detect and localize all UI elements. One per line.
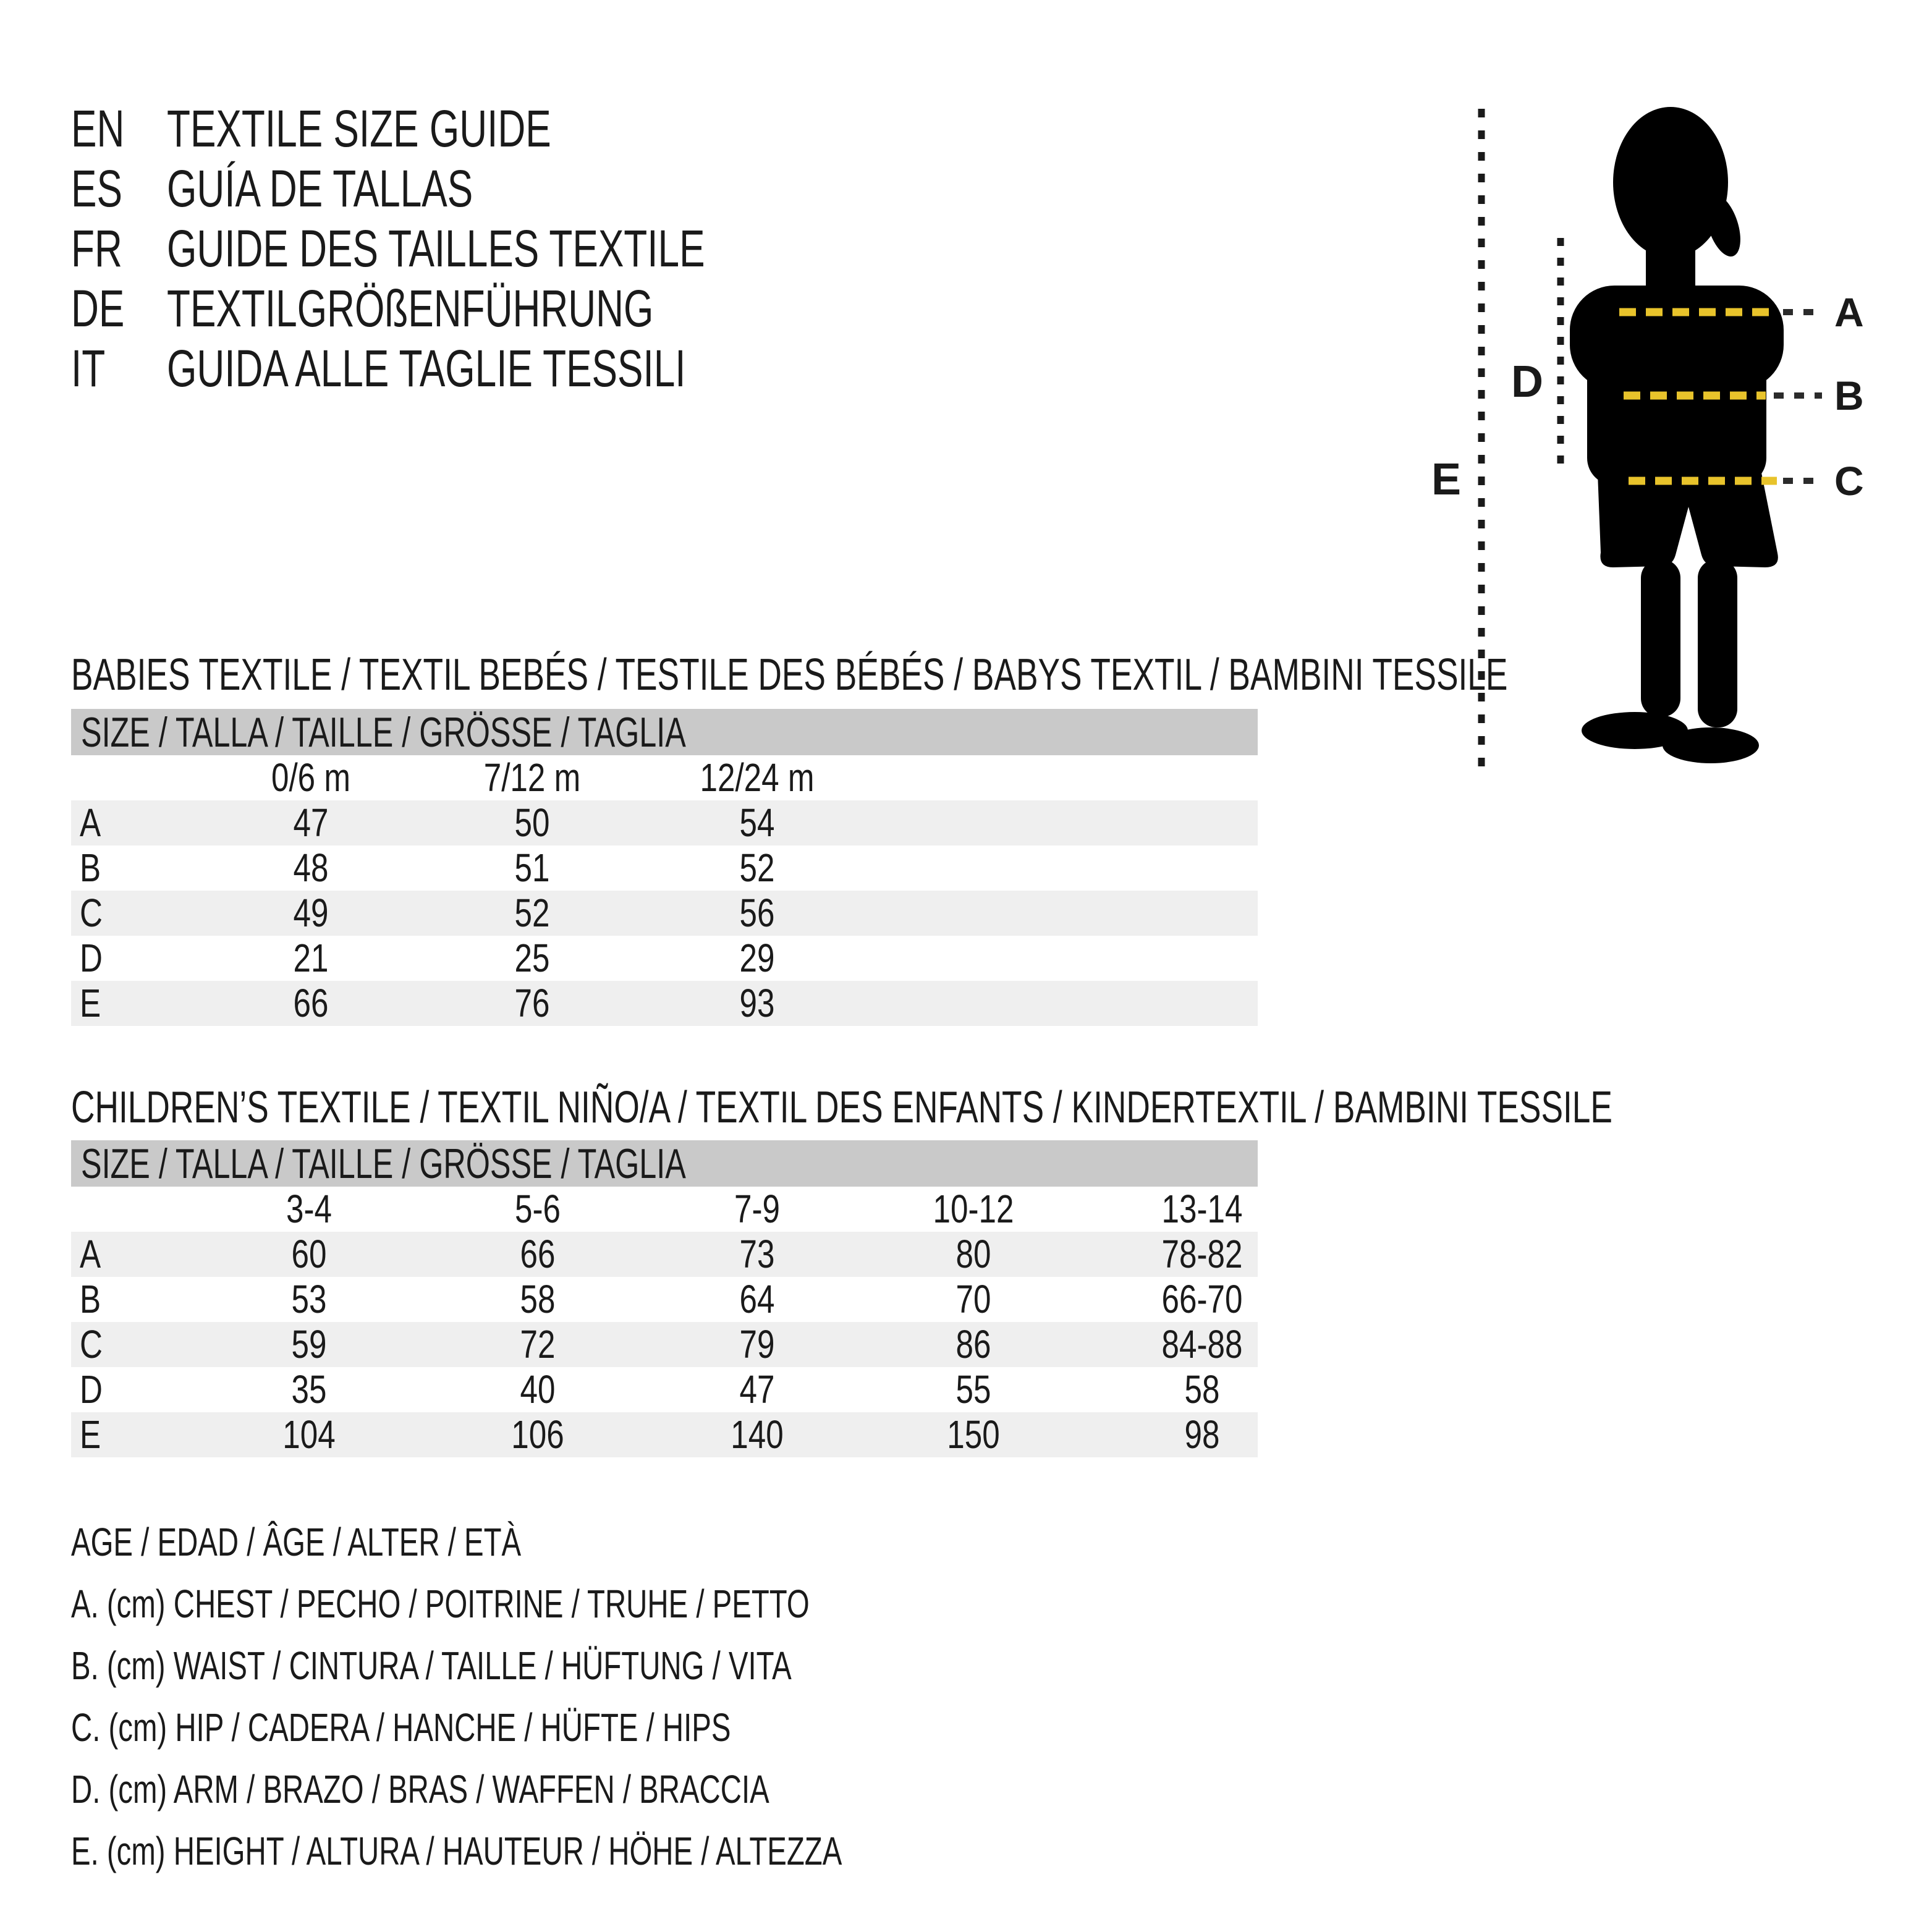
table-cell: 60 [291,1232,327,1276]
column-header: 0/6 m [271,755,351,800]
table-cell: 49 [293,891,329,935]
babies-size-table [71,755,1258,1026]
table-cell: 47 [293,800,329,845]
column-header-row [71,1187,1258,1232]
children-section-heading: CHILDREN’S TEXTILE / TEXTIL NIÑO/A / TEXTIL DES ENFANTS / KINDERTEXTIL / BAMBINI TESSILE [71,1083,1612,1132]
legend-line-height: E. (cm) HEIGHT / ALTURA / HAUTEUR / HÖHE / ALTEZZA [71,1829,842,1873]
table-cell: 52 [739,845,775,890]
language-title: TEXTILGRÖßENFÜHRUNG [167,279,654,337]
table-cell: 50 [514,800,550,845]
column-header-row [71,755,1258,800]
column-header: 10-12 [933,1187,1014,1231]
table-cell: 21 [293,936,329,980]
column-header: 7/12 m [483,755,581,800]
label-A: A [1834,289,1864,335]
column-header: 5-6 [515,1187,561,1231]
row-label: A [80,1232,101,1276]
table-cell: 58 [520,1277,556,1321]
table-row [71,800,1258,845]
table-row [71,981,1258,1026]
language-title: GUIDE DES TAILLES TEXTILE [167,219,705,278]
language-code: DE [71,279,125,337]
babies-section-heading: BABIES TEXTILE / TEXTIL BEBÉS / TESTILE DES BÉBÉS / BABYS TEXTIL / BAMBINI TESSILE [71,650,1508,700]
table-cell: 86 [955,1322,991,1366]
silhouette-back-foot [1663,727,1759,763]
table-cell: 76 [514,981,550,1025]
table-cell: 40 [520,1367,556,1412]
language-code: IT [71,339,106,397]
legend-line-waist: B. (cm) WAIST / CINTURA / TAILLE / HÜFTUNG / VITA [71,1643,792,1688]
table-row [71,1322,1258,1367]
row-label: A [80,800,101,845]
table-cell: 78-82 [1161,1232,1243,1276]
table-cell: 59 [291,1322,327,1366]
table-cell: 66-70 [1161,1277,1243,1321]
language-code: ES [71,159,122,218]
language-title: GUIDA ALLE TAGLIE TESSILI [167,339,686,397]
children-size-table [71,1187,1258,1457]
table-cell: 47 [739,1367,775,1412]
silhouette-right-leg [1698,559,1737,727]
table-cell: 48 [293,845,329,890]
table-cell: 84-88 [1161,1322,1243,1366]
table-cell: 25 [514,936,550,980]
column-header: 13-14 [1161,1187,1243,1231]
table-cell: 66 [293,981,329,1025]
language-row [71,100,143,158]
language-row [71,279,143,337]
row-label: B [80,845,101,890]
table-row [71,936,1258,981]
row-label: C [80,891,103,935]
table-cell: 72 [520,1322,556,1366]
column-header: 12/24 m [700,755,815,800]
language-code: FR [71,219,122,278]
table-cell: 58 [1184,1367,1220,1412]
table-cell: 104 [282,1412,336,1457]
label-E: E [1431,455,1462,504]
row-label: C [80,1322,103,1366]
table-cell: 79 [739,1322,775,1366]
label-D: D [1511,357,1543,407]
row-label: D [80,936,103,980]
table-cell: 66 [520,1232,556,1276]
language-row [71,339,117,397]
table-cell: 55 [955,1367,991,1412]
children-size-header-bar [71,1140,1258,1187]
table-row [71,845,1258,891]
table-row [71,1277,1258,1322]
table-cell: 53 [291,1277,327,1321]
table-cell: 93 [739,981,775,1025]
row-label: D [80,1367,103,1412]
table-cell: 35 [291,1367,327,1412]
legend-line-hip: C. (cm) HIP / CADERA / HANCHE / HÜFTE / HIPS [71,1705,731,1750]
child-silhouette [1570,107,1784,763]
column-header: 3-4 [286,1187,332,1231]
label-C: C [1834,458,1864,504]
height-measure-line-E [1431,109,1481,769]
table-row [71,1367,1258,1412]
row-label: B [80,1277,101,1321]
table-cell: 56 [739,891,775,935]
language-row [71,159,140,218]
column-header: 7-9 [734,1187,780,1231]
row-label: E [80,1412,101,1457]
table-row [71,1232,1258,1277]
table-cell: 51 [514,845,550,890]
table-row [71,1412,1258,1457]
row-label: E [80,981,101,1025]
table-cell: 64 [739,1277,775,1321]
size-header-label: SIZE / TALLA / TAILLE / GRÖSSE / TAGLIA [81,1140,686,1187]
table-cell: 98 [1184,1412,1220,1457]
legend-line-age: AGE / EDAD / ÂGE / ALTER / ETÀ [71,1520,522,1564]
table-cell: 29 [739,936,775,980]
label-B: B [1834,373,1864,418]
table-cell: 70 [955,1277,991,1321]
size-header-label: SIZE / TALLA / TAILLE / GRÖSSE / TAGLIA [81,708,686,756]
table-cell: 150 [947,1412,1000,1457]
table-cell: 140 [731,1412,784,1457]
language-title: GUÍA DE TALLAS [167,159,473,218]
legend-line-chest: A. (cm) CHEST / PECHO / POITRINE / TRUHE / PETTO [71,1582,810,1626]
babies-size-header-bar [71,709,1258,755]
silhouette-shorts [1597,457,1778,567]
table-cell: 52 [514,891,550,935]
silhouette-left-leg [1641,559,1680,717]
language-title: TEXTILE SIZE GUIDE [167,100,551,158]
table-cell: 80 [955,1232,991,1276]
table-cell: 54 [739,800,775,845]
language-code: EN [71,100,125,158]
language-row [71,219,140,278]
arm-measure-line-D [1511,238,1561,468]
legend-line-arm: D. (cm) ARM / BRAZO / BRAS / WAFFEN / BRACCIA [71,1767,769,1811]
table-row [71,891,1258,936]
table-cell: 106 [511,1412,564,1457]
table-cell: 73 [739,1232,775,1276]
child-silhouette-diagram [1421,87,1932,791]
